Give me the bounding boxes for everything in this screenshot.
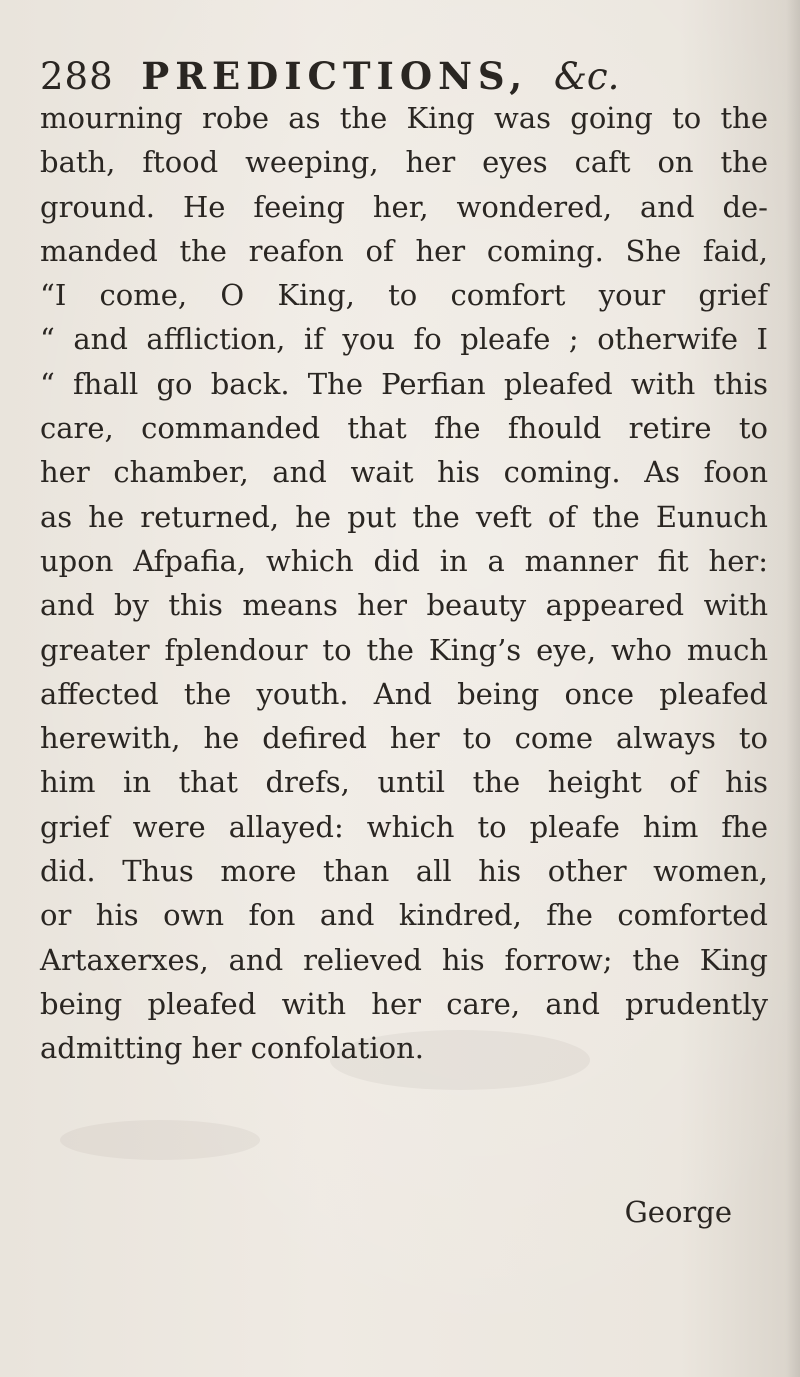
page-number: 288 — [40, 55, 114, 98]
text-line: ground. He feeing her, wondered, and de- — [40, 189, 768, 224]
catchword: George — [624, 1195, 732, 1229]
text-line: care, commanded that fhe fhould retire to — [40, 411, 768, 446]
text-line: her chamber, and wait his coming. As foon — [40, 455, 768, 490]
text-line: mourning robe as the King was going to the — [40, 101, 768, 135]
text-line: bath, ftood weeping, her eyes caft on the — [40, 145, 768, 180]
text-line: affected the youth. And being once pleafed — [40, 676, 768, 711]
text-line: “I come, O King, to comfort your grief — [40, 278, 768, 313]
text-line: being pleafed with her care, and prudently — [40, 986, 768, 1021]
text-line: him in that drefs, until the height of his — [40, 765, 768, 800]
text-line: “ fhall go back. The Perfian pleafed with this — [40, 366, 768, 401]
text-line: “ and affliction, if you fo pleafe ; otherwife I — [40, 322, 768, 357]
page-edge-shadow — [786, 0, 800, 1377]
text-line: as he returned, he put the veft of the Eunuch — [40, 499, 768, 534]
text-line: did. Thus more than all his other women, — [40, 854, 768, 889]
running-head: PREDICTIONS, — [141, 54, 529, 98]
text-line: manded the reafon of her coming. She faid, — [40, 233, 768, 268]
text-line: Artaxerxes, and relieved his forrow; the King — [40, 942, 768, 977]
text-line: or his own fon and kindred, fhe comforted — [40, 898, 768, 933]
running-head-suffix: &c. — [553, 55, 620, 98]
text-line: greater fplendour to the King’s eye, who much — [40, 632, 768, 667]
page-header — [40, 50, 760, 102]
body-text — [40, 96, 768, 1071]
paper-stain — [60, 1120, 260, 1160]
text-line-last: admitting her confolation. — [40, 1031, 425, 1066]
text-line: grief were allayed: which to pleafe him fhe — [40, 809, 768, 844]
text-line: and by this means her beauty appeared with — [40, 588, 768, 623]
text-line: herewith, he defired her to come always to — [40, 721, 768, 756]
text-line: upon Afpafia, which did in a manner fit her: — [40, 543, 768, 578]
